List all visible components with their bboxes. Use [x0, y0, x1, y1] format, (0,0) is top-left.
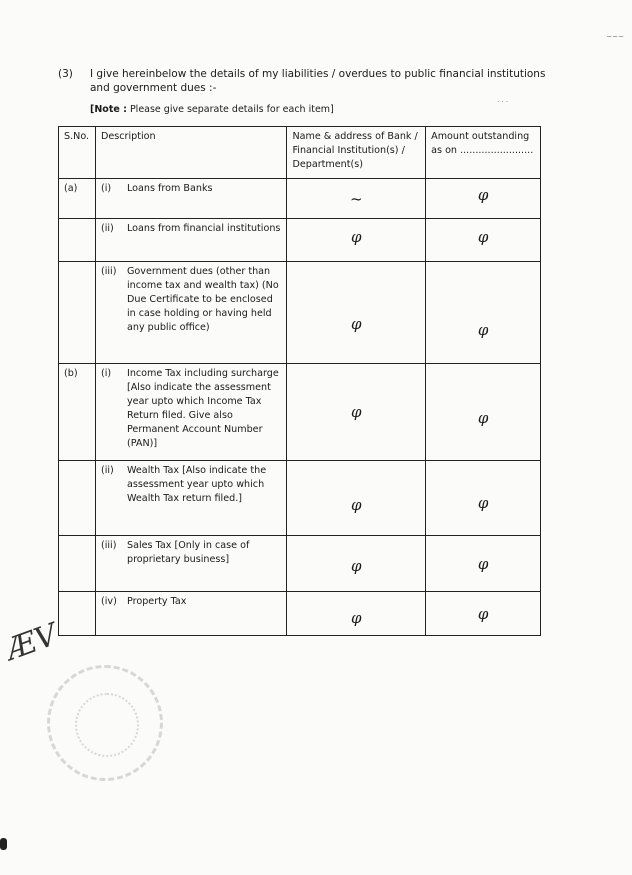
row-amount-cell [426, 179, 541, 219]
row-sub-number: (iv) [100, 596, 117, 607]
handwritten-mark: φ [477, 605, 489, 623]
signature: ÆV [1, 617, 63, 668]
section-intro: I give hereinbelow the details of my liabilities / overdues to public financial institutions and government dues :- [90, 68, 546, 94]
table-row [59, 364, 541, 461]
row-description [95, 364, 286, 461]
handwritten-mark: φ [477, 228, 489, 246]
table-row [59, 219, 541, 262]
row-name-cell [287, 262, 426, 364]
row-description [95, 219, 286, 262]
row-name-cell [287, 219, 426, 262]
row-sub-number: (iii) [100, 266, 117, 277]
handwritten-mark: φ [351, 609, 362, 627]
table-row [59, 262, 541, 364]
row-amount-cell [426, 592, 541, 636]
handwritten-mark: φ [477, 409, 489, 427]
row-sno [59, 536, 96, 592]
row-sno [59, 219, 96, 262]
table-row [59, 179, 541, 219]
handwritten-mark: ~ [350, 190, 363, 208]
row-amount-cell [426, 219, 541, 262]
row-description-text: Income Tax including surcharge [Also indicate the assessment year upto which Income Tax Return filed. Give also Permanent Account Number (PAN)] [126, 368, 279, 449]
handwritten-mark: φ [351, 403, 362, 421]
page-corner-mark: ~~~ [606, 33, 624, 41]
row-sub-number: (i) [100, 368, 112, 379]
row-description [95, 179, 286, 219]
table-row [59, 461, 541, 536]
row-name-cell [287, 179, 426, 219]
section-number: (3) [58, 68, 73, 80]
row-sno: (b) [59, 364, 96, 461]
note-label: [Note : [90, 104, 127, 115]
row-sub-number: (i) [100, 183, 112, 194]
row-description-text: Loans from financial institutions [126, 223, 281, 234]
header-amount: Amount outstanding as on ........................ [426, 127, 541, 179]
row-name-cell [287, 364, 426, 461]
header-description: Description [95, 127, 286, 179]
row-sno [59, 262, 96, 364]
table-row [59, 536, 541, 592]
header-name-address: Name & address of Bank / Financial Institution(s) / Department(s) [287, 127, 426, 179]
binding-mark [0, 838, 7, 850]
row-sub-number: (iii) [100, 540, 117, 551]
note [90, 104, 334, 115]
handwritten-mark: φ [351, 557, 362, 575]
handwritten-mark: φ [351, 228, 362, 246]
handwritten-mark: φ [477, 321, 489, 339]
row-description-text: Loans from Banks [126, 183, 213, 194]
row-description-text: Sales Tax [Only in case of proprietary business] [126, 540, 250, 565]
note-text: Please give separate details for each item] [129, 104, 334, 115]
row-name-cell [287, 461, 426, 536]
seal-stamp [47, 665, 163, 781]
handwritten-mark: φ [477, 494, 489, 512]
row-description [95, 262, 286, 364]
row-sno [59, 461, 96, 536]
row-sno: (a) [59, 179, 96, 219]
row-sno [59, 592, 96, 636]
row-name-cell [287, 536, 426, 592]
row-sub-number: (ii) [100, 223, 114, 234]
margin-mark: · · · [497, 98, 509, 106]
row-description-text: Wealth Tax [Also indicate the assessment year upto which Wealth Tax return filed.] [126, 465, 267, 504]
handwritten-mark: φ [351, 496, 362, 514]
table-row [59, 592, 541, 636]
handwritten-mark: φ [477, 186, 489, 204]
row-description-text: Government dues (other than income tax and wealth tax) (No Due Certificate to be enclosed in case holding or having held any public office) [126, 266, 279, 333]
row-name-cell [287, 592, 426, 636]
row-description [95, 536, 286, 592]
header-sno: S.No. [59, 127, 96, 179]
row-sub-number: (ii) [100, 465, 114, 476]
row-amount-cell [426, 461, 541, 536]
handwritten-mark: φ [477, 555, 489, 573]
handwritten-mark: φ [351, 315, 362, 333]
table-header-row [59, 127, 541, 179]
row-description-text: Property Tax [126, 596, 187, 607]
row-description [95, 592, 286, 636]
row-amount-cell [426, 536, 541, 592]
liabilities-table [58, 126, 541, 636]
row-amount-cell [426, 262, 541, 364]
row-amount-cell [426, 364, 541, 461]
row-description [95, 461, 286, 536]
